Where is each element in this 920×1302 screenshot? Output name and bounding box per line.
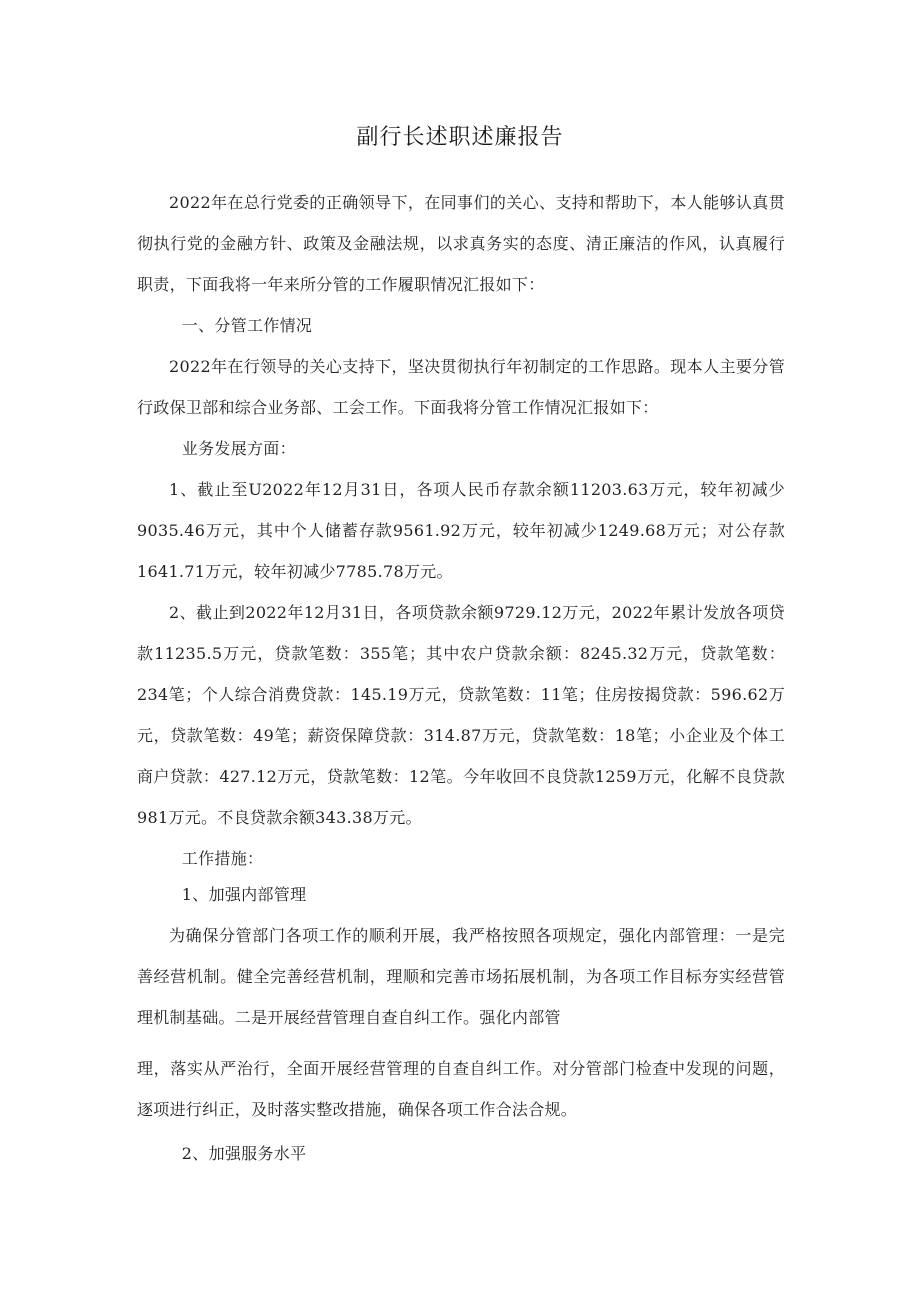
measure1-paragraph-part2: 理，落实从严治行，全面开展经营管理的自查自纠工作。对分管部门检查中发现的问题，逐项进行纠正，及时落实整改措施，确保各项工作合法合规。 <box>137 1059 785 1119</box>
document-title: 副行长述职述廉报告 <box>356 125 564 150</box>
measure2-heading: 2、加强服务水平 <box>181 1144 307 1163</box>
intro-paragraph: 2022年在总行党委的正确领导下，在同事们的关心、支持和帮助下，本人能够认真贯彻执行党的金融方针、政策及金融法规，以求真务实的态度、清正廉洁的作风，认真履行职责，下面我将一年来所分管的工作履职情况汇报如下： <box>137 193 785 294</box>
measure1-paragraph-part1: 为确保分管部门各项工作的顺利开展，我严格按照各项规定，强化内部管理：一是完善经营机制。健全完善经营机制，理顺和完善市场拓展机制，为各项工作目标夯实经营管理机制基础。二是开展经营管理自查自纠工作。强化内部管 <box>137 926 785 1027</box>
measure1-heading: 1、加强内部管理 <box>181 885 307 904</box>
business-development-heading: 业务发展方面： <box>181 439 296 458</box>
work-measures-heading: 工作措施： <box>181 849 264 868</box>
section-heading-work-status: 一、分管工作情况 <box>181 316 313 335</box>
section1-intro-paragraph: 2022年在行领导的关心支持下，坚决贯彻执行年初制定的工作思路。现本人主要分管行政保卫部和综合业务部、工会工作。下面我将分管工作情况汇报如下： <box>137 357 785 417</box>
deposit-item-paragraph: 1、截止至U2022年12月31日，各项人民币存款余额11203.63万元，较年初减少9035.46万元，其中个人储蓄存款9561.92万元，较年初减少1249.68万元；对公存款1641.71万元，较年初减少7785.78万元。 <box>137 480 785 581</box>
loan-item-paragraph: 2、截止到2022年12月31日，各项贷款余额9729.12万元，2022年累计发放各项贷款11235.5万元，贷款笔数：355笔；其中农户贷款余额：8245.32万元，贷款笔数：234笔；个人综合消费贷款：145.19万元，贷款笔数：11笔；住房按揭贷款：596.62万元，贷款笔数：49笔；薪资保障贷款：314.87万元，贷款笔数：18笔；小企业及个体工商户贷款：427.12万元，贷款笔数：12笔。今年收回不良贷款1259万元，化解不良贷款981万元。不良贷款余额343.38万元。 <box>137 603 785 827</box>
